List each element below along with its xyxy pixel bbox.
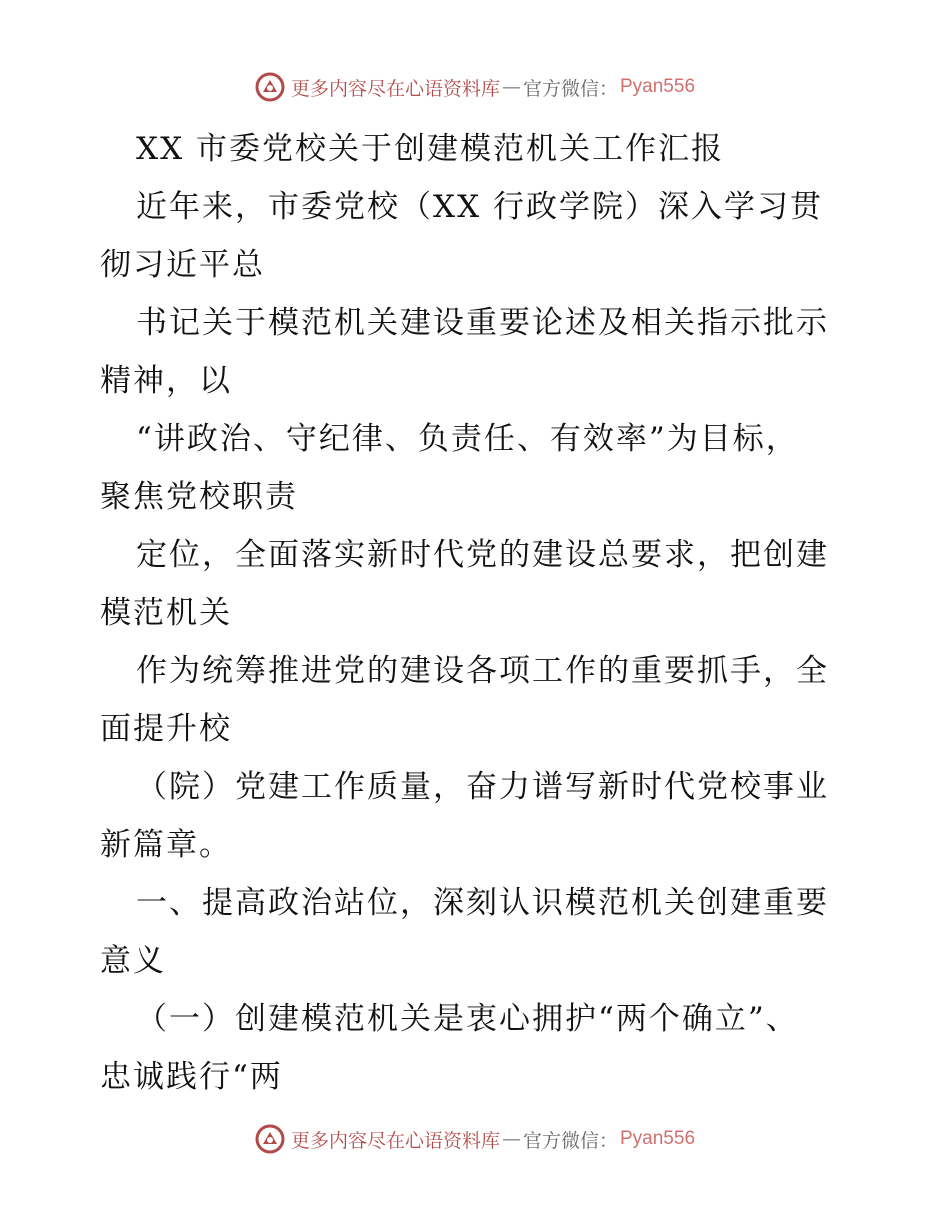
section-heading: 一、提高政治站位，深刻认识模范机关创建重要: [136, 885, 829, 921]
watermark-text: 更多内容尽在心语资料库: [290, 77, 500, 100]
watermark-wechat-label: 官方微信：: [522, 77, 618, 100]
watermark-wechat-id: Pyan556: [620, 76, 696, 97]
document-title: XX 市委党校关于创建模范机关工作汇报: [136, 131, 724, 167]
text-line: 书记关于模范机关建设重要论述及相关指示批示: [136, 305, 829, 341]
seal-logo-icon: [255, 1124, 285, 1154]
text-line: 聚焦党校职责: [100, 479, 298, 515]
text-line: 面提升校: [100, 711, 232, 747]
text-line: 模范机关: [100, 595, 232, 631]
watermark-text: 更多内容尽在心语资料库: [290, 1129, 500, 1152]
text-line: “讲政治、守纪律、负责任、有效率”为目标，: [136, 421, 799, 457]
watermark-wechat-label: 官方微信：: [522, 1129, 618, 1152]
text-line: 近年来，市委党校（XX 行政学院）深入学习贯: [136, 189, 823, 225]
text-line: 精神，以: [100, 363, 232, 399]
header-watermark: [0, 72, 950, 102]
seal-logo-icon: [255, 72, 285, 102]
watermark-wechat-id: Pyan556: [620, 1128, 696, 1149]
watermark-separator: —: [501, 1128, 521, 1150]
text-line: 作为统筹推进党的建设各项工作的重要抓手，全: [136, 653, 829, 689]
watermark-separator: —: [501, 76, 521, 98]
subsection-heading-continued: 忠诚践行“两: [100, 1059, 283, 1095]
footer-watermark: [0, 1124, 950, 1154]
text-line: 定位，全面落实新时代党的建设总要求，把创建: [136, 537, 829, 573]
text-line: 新篇章。: [100, 827, 232, 863]
text-line: （院）党建工作质量，奋力谱写新时代党校事业: [136, 769, 829, 805]
section-heading-continued: 意义: [100, 943, 166, 979]
text-line: 彻习近平总: [100, 247, 265, 283]
document-body: [100, 120, 860, 1106]
subsection-heading: （一）创建模范机关是衷心拥护“两个确立”、: [136, 1001, 799, 1037]
